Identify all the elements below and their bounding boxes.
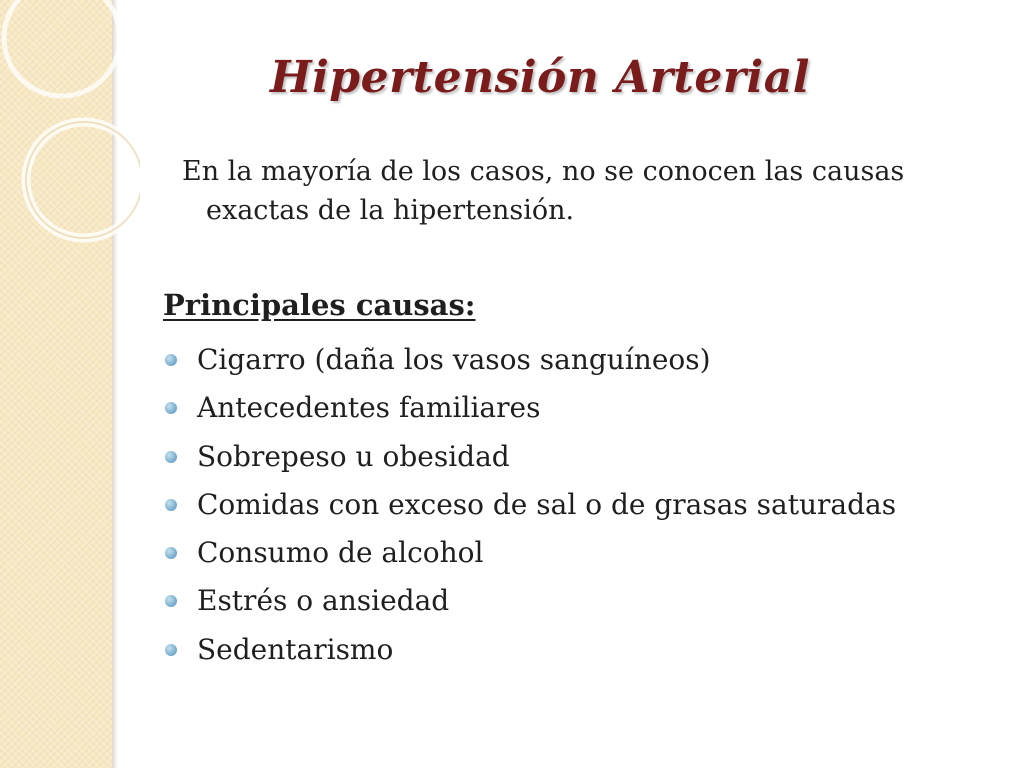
cause-text: Cigarro (daña los vasos sanguíneos) [197, 343, 711, 376]
causes-list [163, 336, 1003, 674]
intro-paragraph: En la mayoría de los casos, no se conocen las causas exactas de la hipertensión. [182, 156, 905, 226]
round-bullet-icon [165, 595, 177, 607]
cause-text: Consumo de alcohol [197, 536, 484, 570]
list-item [163, 384, 1003, 432]
round-bullet-icon [165, 547, 177, 559]
causes-heading: Principales causas: [163, 288, 476, 322]
cause-text: Sedentarismo [197, 632, 394, 666]
list-item [163, 336, 1003, 384]
list-item [163, 433, 1003, 481]
round-bullet-icon [165, 499, 177, 511]
round-bullet-icon [165, 402, 177, 414]
ring-decoration-icon [0, 0, 140, 260]
cause-text: Antecedentes familiares [197, 391, 541, 425]
list-item [163, 577, 1003, 625]
cause-text: Sobrepeso u obesidad [197, 439, 510, 473]
list-item [163, 626, 1003, 674]
cause-text: Comidas con exceso de sal o de grasas saturadas [197, 487, 897, 521]
cause-text: Estrés o ansiedad [197, 584, 450, 618]
round-bullet-icon [165, 451, 177, 463]
list-item [163, 529, 1003, 577]
round-bullet-icon [165, 354, 177, 366]
list-item [163, 481, 1003, 529]
slide-title: Hipertensión Arterial [270, 52, 810, 103]
round-bullet-icon [165, 644, 177, 656]
